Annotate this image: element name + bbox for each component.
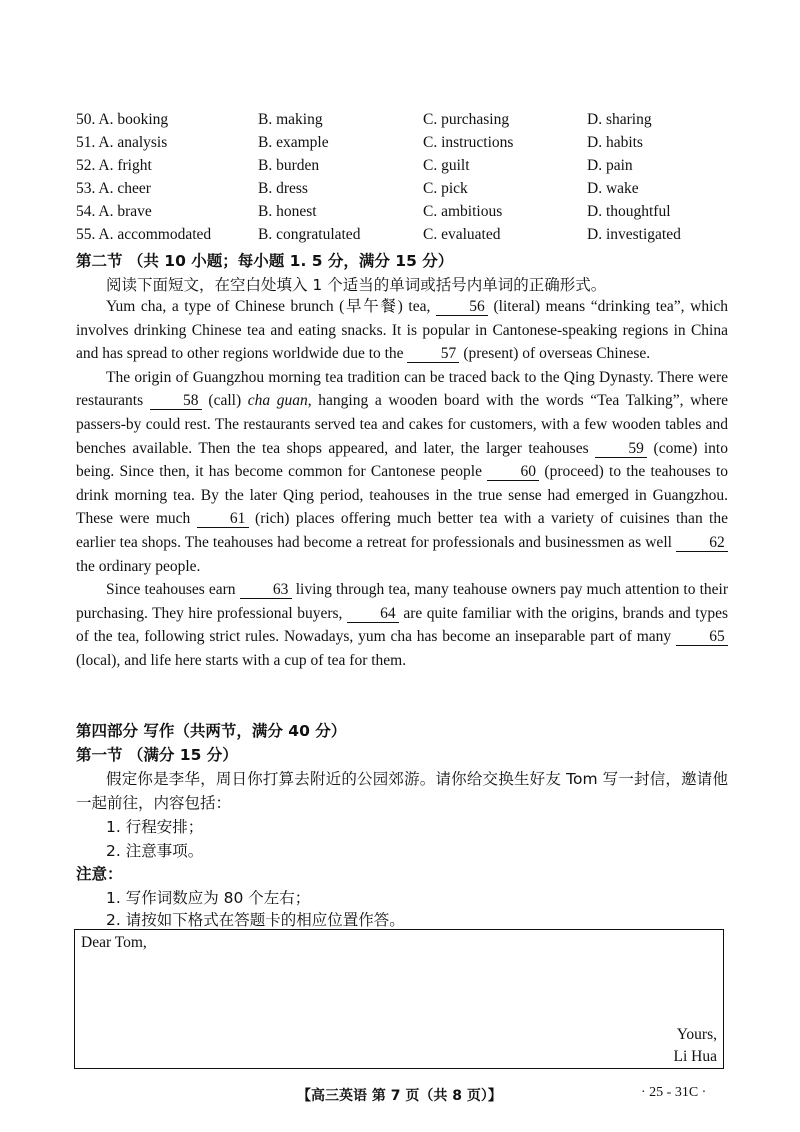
option-a: 51. A. analysis bbox=[76, 134, 168, 151]
passage-paragraph-2: The origin of Guangzhou morning tea tradition can be traced back to the Qing Dynasty. There were restaurants 58 (call) cha guan, hanging a wooden board with the words “Tea Talking”, where passers-by could rest. The restaurants served tea and cakes for customers, with a few wooden tables and benches available. Then the tea shops appeared, and later, the larger teahouses 59 (come) into being. Since then, it has become common for Cantonese people 60 (proceed) to the teahouses to drink morning tea. By the later Qing period, teahouses in the true sense had emerged in Guangzhou. These were much 61 (rich) places offering much better tea with a variety of cuisines than the earlier tea shops. The teahouses had become a retreat for professionals and businessmen as well 62 the ordinary people. bbox=[76, 368, 728, 575]
option-d: D. wake bbox=[587, 180, 639, 197]
option-c: C. instructions bbox=[423, 134, 514, 151]
option-row-50 bbox=[76, 111, 736, 134]
blank-62[interactable]: 62 bbox=[676, 534, 728, 552]
option-b: B. making bbox=[258, 111, 323, 128]
option-d: D. habits bbox=[587, 134, 643, 151]
option-d: D. pain bbox=[587, 157, 633, 174]
blank-64[interactable]: 64 bbox=[347, 605, 399, 623]
blank-57[interactable]: 57 bbox=[407, 345, 459, 363]
letter-greeting: Dear Tom, bbox=[81, 934, 147, 951]
option-d: D. sharing bbox=[587, 111, 652, 128]
blank-59[interactable]: 59 bbox=[595, 440, 647, 458]
blank-60[interactable]: 60 bbox=[487, 463, 539, 481]
option-c: C. evaluated bbox=[423, 226, 501, 243]
option-a: 52. A. fright bbox=[76, 157, 152, 174]
option-row-54 bbox=[76, 203, 736, 226]
section2-instruction: 阅读下面短文，在空白处填入 1 个适当的单词或括号内单词的正确形式。 bbox=[106, 276, 607, 294]
blank-65[interactable]: 65 bbox=[676, 628, 728, 646]
blank-61[interactable]: 61 bbox=[197, 510, 249, 528]
option-row-53 bbox=[76, 180, 736, 203]
option-b: B. example bbox=[258, 134, 329, 151]
letter-closing: Yours, bbox=[676, 1026, 717, 1043]
passage-paragraph-1: Yum cha, a type of Chinese brunch (早午餐) tea, 56 (literal) means “drinking tea”, which involves drinking Chinese tea and eating snacks. It is popular in Cantonese-speaking regions in China and has spread to other regions worldwide due to the 57 (present) of overseas Chinese. bbox=[76, 298, 729, 363]
option-b: B. burden bbox=[258, 157, 320, 174]
option-a: 50. A. booking bbox=[76, 111, 169, 128]
option-a: 53. A. cheer bbox=[76, 180, 151, 197]
prompt-item-1: 1. 行程安排； bbox=[106, 818, 204, 836]
option-row-52 bbox=[76, 157, 736, 180]
note-label: 注意： bbox=[76, 865, 123, 883]
option-d: D. thoughtful bbox=[587, 203, 671, 220]
note-1: 1. 写作词数应为 80 个左右； bbox=[106, 889, 311, 907]
option-a: 55. A. accommodated bbox=[76, 226, 212, 243]
part4-subheading: 第一节 （满分 15 分） bbox=[76, 746, 238, 764]
page-footer: 【高三英语 第 7 页（共 8 页）】 bbox=[297, 1088, 502, 1104]
option-d: D. investigated bbox=[587, 226, 681, 243]
prompt-item-2: 2. 注意事项。 bbox=[106, 842, 204, 860]
part4-heading: 第四部分 写作（共两节，满分 40 分） bbox=[76, 722, 347, 740]
passage bbox=[76, 295, 728, 673]
option-c: C. ambitious bbox=[423, 203, 503, 220]
letter-signature: Li Hua bbox=[673, 1048, 717, 1065]
note-2: 2. 请按如下格式在答题卡的相应位置作答。 bbox=[106, 911, 405, 929]
option-row-55 bbox=[76, 226, 736, 249]
option-c: C. purchasing bbox=[423, 111, 510, 128]
letter-answer-box[interactable] bbox=[74, 929, 724, 1069]
writing-prompt: 假定你是李华，周日你打算去附近的公园郊游。请你给交换生好友 Tom 写一封信，邀请他一起前往，内容包括： bbox=[76, 770, 728, 812]
option-b: B. dress bbox=[258, 180, 308, 197]
blank-58[interactable]: 58 bbox=[150, 392, 202, 410]
passage-paragraph-3: Since teahouses earn 63 living through tea, many teahouse owners pay much attention to their purchasing. They hire professional buyers, 64 are quite familiar with the origins, brands and types of the tea, following strict rules. Nowadays, yum cha has become an inseparable part of many 65 (local), and life here starts with a cup of tea for them. bbox=[76, 581, 728, 669]
section2-heading: 第二节 （共 10 小题；每小题 1. 5 分，满分 15 分） bbox=[76, 252, 454, 270]
option-b: B. honest bbox=[258, 203, 317, 220]
option-b: B. congratulated bbox=[258, 226, 361, 243]
blank-63[interactable]: 63 bbox=[240, 581, 292, 599]
option-c: C. guilt bbox=[423, 157, 470, 174]
option-row-51 bbox=[76, 134, 736, 157]
blank-56[interactable]: 56 bbox=[436, 298, 488, 316]
page-code: · 25 - 31C · bbox=[641, 1085, 707, 1100]
option-a: 54. A. brave bbox=[76, 203, 152, 220]
option-c: C. pick bbox=[423, 180, 468, 197]
